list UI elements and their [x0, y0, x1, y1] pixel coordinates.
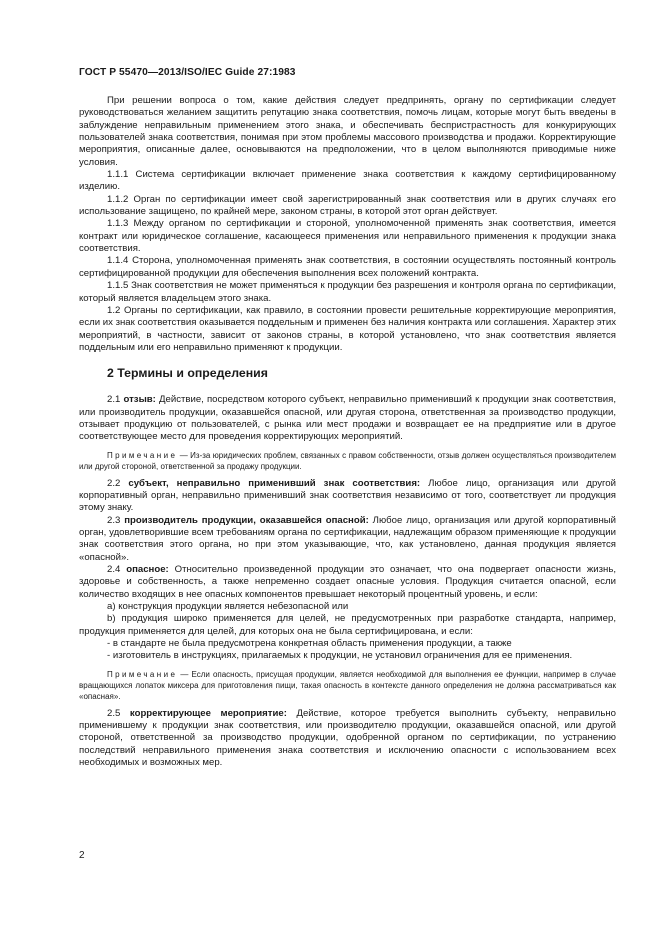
definition-term: производитель продукции, оказавшейся опасной: [124, 514, 369, 526]
note-label: Примечание [107, 450, 178, 460]
definition-2-5 [79, 708, 616, 770]
note-text: — Из-за юридических проблем, связанных с правом собственности, отзыв должен осуществляться производителем или другой стороной, ответственной за продажу продукции. [79, 450, 616, 471]
definition-term: отзыв: [123, 394, 156, 406]
clause-1-1-1: 1.1.1 Система сертификации включает применение знака соответствия к каждому сертифицированному изделию. [79, 169, 616, 193]
definition-term: корректирующее мероприятие: [129, 707, 287, 719]
clause-1-1-4: 1.1.4 Сторона, уполномоченная применять знак соответствия, в состоянии осуществлять постоянный контроль сертифицированной продукции для обеспечения выполнения всех положений контракта. [79, 255, 616, 279]
definition-text: Относительно произведенной продукции это означает, что она подвергает опасности жизнь, здоровье и собственность, а также непременно создает опасные условия. Продукция считается опасной, если количество входящих в нее опасных компонентов превышает некоторый процентный уровень, и если: [79, 564, 617, 600]
definition-number: 2.4 [107, 564, 121, 575]
definition-text: Любое лицо, организация или другой корпоративный орган, неправильно применивший знак соответствия независимо от того, соответствует ли продукция этому знаку. [79, 477, 616, 514]
definition-2-1 [79, 394, 616, 443]
definition-text: Любое лицо, организация или другой корпоративный орган, удовлетворившие всем требованиям органа по сертификации, надлежащим образом применяющие к продукции знак соответствия этого органа, но при этом указывающие, что, как установлено, данная продукция является «опасной». [79, 514, 616, 563]
definition-text: Действие, посредством которого субъект, неправильно применивший к продукции знак соответствия, или производитель продукции, оказавшейся опасной, или другая сторона, ответственная за производство продукции, отзывает продукцию от пользователей, с рынка или мест продажи и возвращает ее на предприятие или в другое соответствующее место для проведения корректирующих мероприятий. [79, 394, 616, 443]
note-2 [79, 669, 616, 702]
definition-2-2 [79, 478, 616, 515]
clause-1-2: 1.2 Органы по сертификации, как правило, в состоянии провести решительные корректирующие мероприятия, если их знак соответствия оказывается поддельным и применен без наличия контракта или соглашения. Характер этих мероприятий, в частности, зависит от законов страны, в которой установлено, что знак соответствия является поддельным или его неправильно применяют к продукции. [79, 304, 616, 353]
definition-number: 2.2 [107, 477, 121, 489]
document-body [79, 95, 616, 769]
definition-number: 2.1 [107, 394, 121, 406]
definition-number: 2.3 [107, 514, 121, 526]
definition-term: субъект, неправильно применивший знак соответствия: [128, 477, 421, 489]
intro-paragraph: При решении вопроса о том, какие действия следует предпринять, органу по сертификации следует руководствоваться желанием защитить репутацию знака соответствия, помочь лицам, которые могут быть введены в заблуждение неправильным применением этого знака, и обеспечивать беспристрастность для конкурирующих пользователей знака соответствия, понимая при этом проблемы массового производства и продажи. Корректирующие мероприятия, описанные далее, основываются на предположении, что в целом выполняются приводимые ниже условия. [79, 95, 616, 168]
page-number: 2 [79, 850, 85, 861]
note-1 [79, 450, 616, 472]
document-header: ГОСТ Р 55470—2013/ISO/IEC Guide 27:1983 [79, 67, 296, 78]
dash-item-2: - изготовитель в инструкциях, прилагаемых к продукции, не установил ограничения для ее применения. [107, 650, 573, 662]
definition-text: Действие, которое требуется выполнить субъекту, неправильно применившему к продукции знак соответствия, или производителю продукции, оказавшейся опасной, или другой стороной, ответственной за производство продукции, одобренной органом по сертификации, по устранению последствий неправильного применения знака соответствия и исключению опасности с использованием всех необходимых и возможных мер. [79, 707, 616, 769]
dash-item-1: - в стандарте не была предусмотрена конкретная область применения продукции, а также [107, 638, 512, 650]
list-item-a: a) конструкция продукции является небезопасной или [107, 601, 349, 613]
definition-2-3 [79, 515, 616, 564]
note-text: — Если опасность, присущая продукции, является необходимой для выполнения ее функции, например в случае вращающихся лопаток миксера для приготовления пищи, такая опасность в контексте данного определения не должна рассматриваться как «опасная». [79, 669, 616, 701]
clause-1-1-3: 1.1.3 Между органом по сертификации и стороной, уполномоченной применять знак соответствия, имеется контракт или юридическое соглашение, касающееся применения или неправильного применения к продукции знака соответствия. [79, 218, 616, 255]
definition-2-4 [79, 564, 616, 601]
definition-number: 2.5 [107, 707, 121, 719]
clause-1-1-5: 1.1.5 Знак соответствия не может применяться к продукции без разрешения и контроля органа по сертификации, который является владельцем этого знака. [79, 280, 616, 304]
note-label: Примечание [107, 669, 178, 679]
list-item-b: b) продукция широко применяется для целей, не предусмотренных при разработке стандарта, например, продукция применяется для целей, для которых она не была сертифицирована, и если: [79, 613, 616, 637]
definition-term: опасное: [126, 564, 169, 575]
clause-1-1-2: 1.1.2 Орган по сертификации имеет свой зарегистрированный знак соответствия или в других случаях его использование защищено, по крайней мере, законом страны, в которой этот орган действует. [79, 193, 616, 218]
section-heading: 2 Термины и определения [107, 366, 268, 381]
